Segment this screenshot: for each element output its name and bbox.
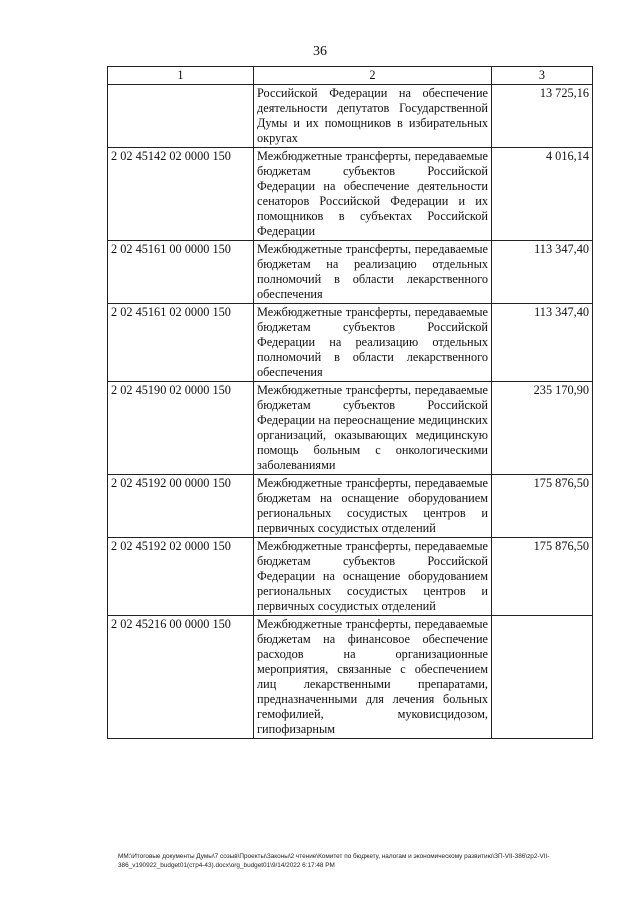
table-row [108, 616, 593, 739]
table-header-row [108, 67, 593, 85]
budget-amount: 4 016,14 [492, 148, 593, 241]
budget-description: Межбюджетные трансферты, передаваемые бюджетам на финансовое обеспечение расходов на организационные мероприятия, связанные с обеспечением лиц лекарственными препаратами, предназначенными для лечения больных гемофилией, муковисцидозом, гипофизарным [254, 616, 492, 739]
table-row [108, 475, 593, 538]
page-number: 36 [313, 44, 327, 59]
budget-code: 2 02 45190 02 0000 150 [108, 382, 254, 475]
budget-description: Межбюджетные трансферты, передаваемые бюджетам на реализацию отдельных полномочий в области лекарственного обеспечения [254, 241, 492, 304]
budget-description: Межбюджетные трансферты, передаваемые бюджетам субъектов Российской Федерации на реализацию отдельных полномочий в области лекарственного обеспечения [254, 304, 492, 382]
column-header-3: 3 [492, 67, 593, 85]
budget-description: Межбюджетные трансферты, передаваемые бюджетам субъектов Российской Федерации на переоснащение медицинских организаций, оказывающих медицинскую помощь больным с онкологическими заболеваниями [254, 382, 492, 475]
budget-code: 2 02 45192 02 0000 150 [108, 538, 254, 616]
budget-description: Межбюджетные трансферты, передаваемые бюджетам на оснащение оборудованием региональных сосудистых центров и первичных сосудистых отделений [254, 475, 492, 538]
table-row [108, 85, 593, 148]
budget-amount: 175 876,50 [492, 475, 593, 538]
budget-description: Российской Федерации на обеспечение деятельности депутатов Государственной Думы и их помощников в избирательных округах [254, 85, 492, 148]
budget-amount: 175 876,50 [492, 538, 593, 616]
table-row [108, 382, 593, 475]
column-header-2: 2 [254, 67, 492, 85]
budget-table [107, 66, 593, 739]
column-header-1: 1 [108, 67, 254, 85]
budget-code: 2 02 45192 00 0000 150 [108, 475, 254, 538]
document-path-footer: ММ:\Итоговые документы Думы\7 созыв\Проекты\Законы\2 чтение\Комитет по бюджету, налогам и экономическому развитию\ЗП-VII-386\zp2-VII-386_v190922_budget01(стр4-43).docx\org_budget01\9/14/2022 6:17:48 PM [118, 853, 550, 869]
budget-amount: 113 347,40 [492, 241, 593, 304]
budget-amount: 113 347,40 [492, 304, 593, 382]
budget-amount: 13 725,16 [492, 85, 593, 148]
budget-code: 2 02 45216 00 0000 150 [108, 616, 254, 739]
budget-code: 2 02 45161 02 0000 150 [108, 304, 254, 382]
budget-description: Межбюджетные трансферты, передаваемые бюджетам субъектов Российской Федерации на оснащение оборудованием региональных сосудистых центров и первичных сосудистых отделений [254, 538, 492, 616]
budget-amount [492, 616, 593, 739]
budget-amount: 235 170,90 [492, 382, 593, 475]
table-row [108, 304, 593, 382]
budget-code: 2 02 45142 02 0000 150 [108, 148, 254, 241]
table-row [108, 241, 593, 304]
budget-code: 2 02 45161 00 0000 150 [108, 241, 254, 304]
budget-description: Межбюджетные трансферты, передаваемые бюджетам субъектов Российской Федерации на обеспечение деятельности сенаторов Российской Федерации и их помощников в субъектах Российской Федерации [254, 148, 492, 241]
table-row [108, 538, 593, 616]
budget-code [108, 85, 254, 148]
table-row [108, 148, 593, 241]
